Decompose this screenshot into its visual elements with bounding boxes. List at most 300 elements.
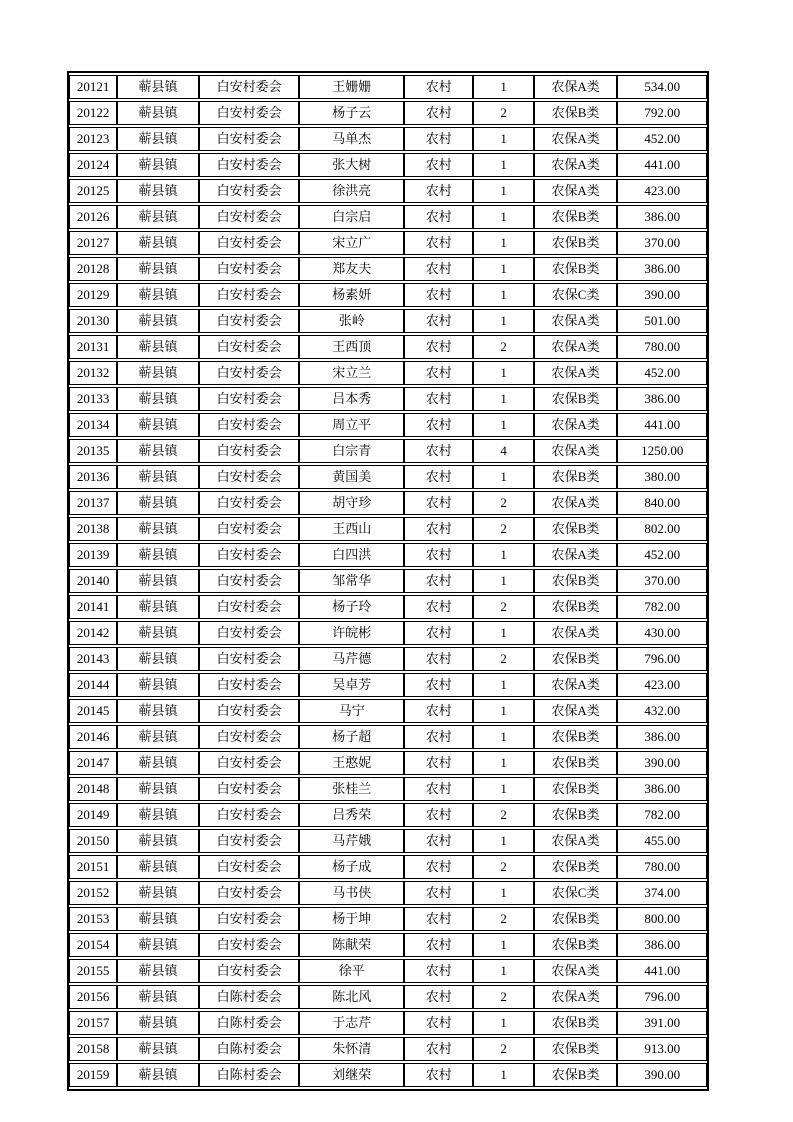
- cell-village: 白安村委会: [199, 595, 300, 619]
- cell-town: 蕲县镇: [117, 829, 199, 853]
- cell-name: 马宁: [299, 699, 404, 723]
- cell-type: 农保B类: [534, 751, 618, 775]
- cell-category: 农村: [404, 465, 473, 489]
- cell-persons: 1: [473, 231, 533, 255]
- cell-type: 农保B类: [534, 257, 618, 281]
- cell-id: 20137: [69, 491, 117, 515]
- cell-village: 白安村委会: [199, 283, 300, 307]
- cell-town: 蕲县镇: [117, 1037, 199, 1061]
- cell-amount: 430.00: [617, 621, 707, 645]
- cell-name: 郑友夫: [299, 257, 404, 281]
- cell-category: 农村: [404, 491, 473, 515]
- cell-amount: 386.00: [617, 387, 707, 411]
- table-row: [69, 725, 707, 749]
- cell-village: 白安村委会: [199, 491, 300, 515]
- cell-id: 20134: [69, 413, 117, 437]
- cell-persons: 1: [473, 309, 533, 333]
- cell-town: 蕲县镇: [117, 101, 199, 125]
- table-row: [69, 803, 707, 827]
- table-row: [69, 907, 707, 931]
- cell-type: 农保B类: [534, 1063, 618, 1087]
- cell-amount: 432.00: [617, 699, 707, 723]
- cell-town: 蕲县镇: [117, 777, 199, 801]
- cell-name: 徐平: [299, 959, 404, 983]
- cell-town: 蕲县镇: [117, 985, 199, 1009]
- cell-amount: 452.00: [617, 361, 707, 385]
- cell-village: 白安村委会: [199, 465, 300, 489]
- cell-id: 20131: [69, 335, 117, 359]
- cell-category: 农村: [404, 335, 473, 359]
- cell-category: 农村: [404, 803, 473, 827]
- cell-category: 农村: [404, 1063, 473, 1087]
- cell-name: 许皖彬: [299, 621, 404, 645]
- table-row: [69, 647, 707, 671]
- cell-category: 农村: [404, 907, 473, 931]
- cell-id: 20149: [69, 803, 117, 827]
- cell-type: 农保B类: [534, 569, 618, 593]
- cell-town: 蕲县镇: [117, 361, 199, 385]
- cell-persons: 1: [473, 673, 533, 697]
- cell-type: 农保B类: [534, 595, 618, 619]
- cell-village: 白安村委会: [199, 699, 300, 723]
- cell-persons: 2: [473, 101, 533, 125]
- cell-village: 白安村委会: [199, 543, 300, 567]
- cell-name: 刘继荣: [299, 1063, 404, 1087]
- cell-village: 白安村委会: [199, 101, 300, 125]
- cell-amount: 840.00: [617, 491, 707, 515]
- cell-town: 蕲县镇: [117, 465, 199, 489]
- table-row: [69, 1037, 707, 1061]
- cell-amount: 386.00: [617, 725, 707, 749]
- table-row: [69, 257, 707, 281]
- cell-persons: 1: [473, 959, 533, 983]
- cell-amount: 782.00: [617, 595, 707, 619]
- cell-type: 农保B类: [534, 387, 618, 411]
- cell-persons: 2: [473, 1037, 533, 1061]
- cell-name: 杨子成: [299, 855, 404, 879]
- cell-name: 杨子超: [299, 725, 404, 749]
- cell-id: 20140: [69, 569, 117, 593]
- cell-town: 蕲县镇: [117, 179, 199, 203]
- cell-category: 农村: [404, 361, 473, 385]
- cell-town: 蕲县镇: [117, 257, 199, 281]
- table-row: [69, 855, 707, 879]
- cell-name: 吕本秀: [299, 387, 404, 411]
- cell-id: 20138: [69, 517, 117, 541]
- cell-id: 20141: [69, 595, 117, 619]
- cell-name: 张大树: [299, 153, 404, 177]
- cell-category: 农村: [404, 283, 473, 307]
- table-row: [69, 673, 707, 697]
- cell-name: 杨子玲: [299, 595, 404, 619]
- cell-persons: 1: [473, 725, 533, 749]
- cell-village: 白安村委会: [199, 75, 300, 99]
- cell-type: 农保A类: [534, 543, 618, 567]
- table-row: [69, 361, 707, 385]
- cell-amount: 452.00: [617, 543, 707, 567]
- cell-village: 白陈村委会: [199, 1063, 300, 1087]
- cell-type: 农保B类: [534, 1011, 618, 1035]
- cell-type: 农保A类: [534, 335, 618, 359]
- cell-persons: 1: [473, 127, 533, 151]
- cell-village: 白安村委会: [199, 855, 300, 879]
- cell-persons: 1: [473, 751, 533, 775]
- cell-category: 农村: [404, 647, 473, 671]
- cell-category: 农村: [404, 101, 473, 125]
- cell-id: 20123: [69, 127, 117, 151]
- cell-persons: 1: [473, 413, 533, 437]
- cell-village: 白安村委会: [199, 361, 300, 385]
- cell-id: 20155: [69, 959, 117, 983]
- cell-id: 20125: [69, 179, 117, 203]
- cell-town: 蕲县镇: [117, 803, 199, 827]
- cell-category: 农村: [404, 153, 473, 177]
- cell-id: 20144: [69, 673, 117, 697]
- cell-category: 农村: [404, 1037, 473, 1061]
- cell-type: 农保A类: [534, 439, 618, 463]
- cell-persons: 1: [473, 1011, 533, 1035]
- cell-name: 王憨妮: [299, 751, 404, 775]
- cell-amount: 423.00: [617, 673, 707, 697]
- cell-id: 20122: [69, 101, 117, 125]
- cell-amount: 370.00: [617, 569, 707, 593]
- cell-persons: 2: [473, 985, 533, 1009]
- cell-village: 白陈村委会: [199, 1011, 300, 1035]
- cell-type: 农保C类: [534, 283, 618, 307]
- cell-category: 农村: [404, 595, 473, 619]
- cell-type: 农保A类: [534, 491, 618, 515]
- cell-name: 朱怀清: [299, 1037, 404, 1061]
- cell-name: 马芹娥: [299, 829, 404, 853]
- cell-persons: 1: [473, 829, 533, 853]
- cell-id: 20139: [69, 543, 117, 567]
- cell-type: 农保B类: [534, 907, 618, 931]
- table-row: [69, 127, 707, 151]
- cell-amount: 780.00: [617, 855, 707, 879]
- cell-category: 农村: [404, 881, 473, 905]
- cell-name: 张岭: [299, 309, 404, 333]
- cell-category: 农村: [404, 959, 473, 983]
- cell-persons: 1: [473, 777, 533, 801]
- cell-type: 农保A类: [534, 179, 618, 203]
- table-row: [69, 881, 707, 905]
- cell-category: 农村: [404, 543, 473, 567]
- cell-id: 20133: [69, 387, 117, 411]
- cell-category: 农村: [404, 127, 473, 151]
- cell-town: 蕲县镇: [117, 907, 199, 931]
- cell-town: 蕲县镇: [117, 543, 199, 567]
- cell-town: 蕲县镇: [117, 751, 199, 775]
- cell-village: 白安村委会: [199, 647, 300, 671]
- cell-town: 蕲县镇: [117, 517, 199, 541]
- table-row: [69, 387, 707, 411]
- cell-id: 20150: [69, 829, 117, 853]
- cell-id: 20156: [69, 985, 117, 1009]
- cell-village: 白安村委会: [199, 387, 300, 411]
- cell-village: 白安村委会: [199, 127, 300, 151]
- cell-persons: 1: [473, 621, 533, 645]
- cell-town: 蕲县镇: [117, 127, 199, 151]
- cell-village: 白安村委会: [199, 803, 300, 827]
- cell-id: 20136: [69, 465, 117, 489]
- table-row: [69, 569, 707, 593]
- cell-persons: 2: [473, 517, 533, 541]
- table-row: [69, 231, 707, 255]
- cell-amount: 501.00: [617, 309, 707, 333]
- cell-amount: 441.00: [617, 959, 707, 983]
- cell-town: 蕲县镇: [117, 153, 199, 177]
- cell-amount: 391.00: [617, 1011, 707, 1035]
- cell-type: 农保A类: [534, 829, 618, 853]
- cell-amount: 796.00: [617, 985, 707, 1009]
- cell-name: 马单杰: [299, 127, 404, 151]
- cell-category: 农村: [404, 413, 473, 437]
- cell-amount: 1250.00: [617, 439, 707, 463]
- cell-persons: 1: [473, 1063, 533, 1087]
- cell-category: 农村: [404, 517, 473, 541]
- cell-type: 农保A类: [534, 699, 618, 723]
- cell-type: 农保B类: [534, 855, 618, 879]
- cell-village: 白安村委会: [199, 933, 300, 957]
- cell-village: 白安村委会: [199, 309, 300, 333]
- cell-amount: 441.00: [617, 413, 707, 437]
- cell-amount: 534.00: [617, 75, 707, 99]
- cell-name: 陈北风: [299, 985, 404, 1009]
- cell-persons: 1: [473, 933, 533, 957]
- cell-category: 农村: [404, 673, 473, 697]
- table-row: [69, 543, 707, 567]
- cell-type: 农保B类: [534, 647, 618, 671]
- cell-category: 农村: [404, 569, 473, 593]
- table-row: [69, 491, 707, 515]
- cell-village: 白安村委会: [199, 413, 300, 437]
- table-row: [69, 959, 707, 983]
- cell-amount: 390.00: [617, 751, 707, 775]
- cell-name: 黄国美: [299, 465, 404, 489]
- cell-id: 20154: [69, 933, 117, 957]
- cell-id: 20143: [69, 647, 117, 671]
- cell-village: 白安村委会: [199, 439, 300, 463]
- cell-id: 20148: [69, 777, 117, 801]
- cell-id: 20121: [69, 75, 117, 99]
- cell-category: 农村: [404, 777, 473, 801]
- cell-name: 马芹德: [299, 647, 404, 671]
- cell-category: 农村: [404, 621, 473, 645]
- table-row: [69, 179, 707, 203]
- cell-persons: 1: [473, 699, 533, 723]
- table-row: [69, 777, 707, 801]
- cell-type: 农保A类: [534, 985, 618, 1009]
- cell-persons: 1: [473, 543, 533, 567]
- benefits-roster-table: [67, 71, 709, 1091]
- cell-persons: 4: [473, 439, 533, 463]
- cell-id: 20128: [69, 257, 117, 281]
- cell-amount: 792.00: [617, 101, 707, 125]
- cell-name: 杨素妍: [299, 283, 404, 307]
- table-row: [69, 75, 707, 99]
- cell-town: 蕲县镇: [117, 309, 199, 333]
- cell-name: 宋立兰: [299, 361, 404, 385]
- cell-type: 农保A类: [534, 959, 618, 983]
- cell-name: 马书侠: [299, 881, 404, 905]
- cell-name: 宋立广: [299, 231, 404, 255]
- cell-id: 20147: [69, 751, 117, 775]
- cell-village: 白安村委会: [199, 777, 300, 801]
- cell-name: 王姗姗: [299, 75, 404, 99]
- table-row: [69, 1011, 707, 1035]
- cell-village: 白安村委会: [199, 751, 300, 775]
- cell-town: 蕲县镇: [117, 439, 199, 463]
- cell-id: 20152: [69, 881, 117, 905]
- cell-id: 20158: [69, 1037, 117, 1061]
- cell-amount: 913.00: [617, 1037, 707, 1061]
- cell-persons: 2: [473, 491, 533, 515]
- cell-category: 农村: [404, 387, 473, 411]
- cell-id: 20132: [69, 361, 117, 385]
- cell-town: 蕲县镇: [117, 283, 199, 307]
- cell-town: 蕲县镇: [117, 933, 199, 957]
- cell-amount: 380.00: [617, 465, 707, 489]
- cell-village: 白安村委会: [199, 231, 300, 255]
- cell-type: 农保B类: [534, 205, 618, 229]
- table-row: [69, 283, 707, 307]
- cell-persons: 1: [473, 257, 533, 281]
- cell-village: 白陈村委会: [199, 1037, 300, 1061]
- cell-town: 蕲县镇: [117, 699, 199, 723]
- cell-village: 白安村委会: [199, 725, 300, 749]
- cell-type: 农保B类: [534, 725, 618, 749]
- cell-name: 邹常华: [299, 569, 404, 593]
- table-row: [69, 517, 707, 541]
- table-row: [69, 751, 707, 775]
- cell-amount: 390.00: [617, 283, 707, 307]
- cell-type: 农保A类: [534, 75, 618, 99]
- cell-amount: 796.00: [617, 647, 707, 671]
- table-row: [69, 621, 707, 645]
- table-row: [69, 1063, 707, 1087]
- cell-category: 农村: [404, 725, 473, 749]
- cell-persons: 2: [473, 803, 533, 827]
- cell-type: 农保A类: [534, 621, 618, 645]
- cell-type: 农保B类: [534, 517, 618, 541]
- cell-name: 杨子云: [299, 101, 404, 125]
- cell-persons: 1: [473, 205, 533, 229]
- cell-town: 蕲县镇: [117, 725, 199, 749]
- cell-type: 农保A类: [534, 673, 618, 697]
- table-row: [69, 595, 707, 619]
- cell-name: 胡守珍: [299, 491, 404, 515]
- cell-amount: 802.00: [617, 517, 707, 541]
- cell-type: 农保B类: [534, 803, 618, 827]
- cell-name: 吕秀荣: [299, 803, 404, 827]
- table-row: [69, 933, 707, 957]
- cell-type: 农保B类: [534, 1037, 618, 1061]
- cell-name: 白宗青: [299, 439, 404, 463]
- table-row: [69, 829, 707, 853]
- cell-town: 蕲县镇: [117, 491, 199, 515]
- cell-amount: 800.00: [617, 907, 707, 931]
- cell-id: 20159: [69, 1063, 117, 1087]
- cell-category: 农村: [404, 829, 473, 853]
- cell-village: 白安村委会: [199, 673, 300, 697]
- table-row: [69, 985, 707, 1009]
- cell-type: 农保A类: [534, 361, 618, 385]
- cell-category: 农村: [404, 751, 473, 775]
- cell-category: 农村: [404, 439, 473, 463]
- cell-town: 蕲县镇: [117, 647, 199, 671]
- cell-persons: 1: [473, 75, 533, 99]
- cell-name: 徐洪亮: [299, 179, 404, 203]
- cell-persons: 1: [473, 465, 533, 489]
- cell-id: 20127: [69, 231, 117, 255]
- cell-type: 农保A类: [534, 127, 618, 151]
- cell-id: 20142: [69, 621, 117, 645]
- cell-name: 白四洪: [299, 543, 404, 567]
- cell-id: 20124: [69, 153, 117, 177]
- cell-town: 蕲县镇: [117, 959, 199, 983]
- cell-persons: 1: [473, 153, 533, 177]
- cell-category: 农村: [404, 1011, 473, 1035]
- cell-type: 农保B类: [534, 465, 618, 489]
- cell-amount: 423.00: [617, 179, 707, 203]
- cell-id: 20129: [69, 283, 117, 307]
- cell-category: 农村: [404, 933, 473, 957]
- cell-category: 农村: [404, 309, 473, 333]
- cell-category: 农村: [404, 205, 473, 229]
- cell-town: 蕲县镇: [117, 621, 199, 645]
- cell-town: 蕲县镇: [117, 881, 199, 905]
- table-row: [69, 153, 707, 177]
- cell-town: 蕲县镇: [117, 231, 199, 255]
- cell-town: 蕲县镇: [117, 413, 199, 437]
- table-row: [69, 309, 707, 333]
- table-row: [69, 101, 707, 125]
- cell-id: 20130: [69, 309, 117, 333]
- table-row: [69, 439, 707, 463]
- table-row: [69, 465, 707, 489]
- cell-id: 20151: [69, 855, 117, 879]
- cell-village: 白安村委会: [199, 569, 300, 593]
- cell-amount: 386.00: [617, 205, 707, 229]
- cell-amount: 386.00: [617, 777, 707, 801]
- cell-id: 20126: [69, 205, 117, 229]
- cell-persons: 1: [473, 387, 533, 411]
- cell-village: 白安村委会: [199, 517, 300, 541]
- cell-type: 农保B类: [534, 933, 618, 957]
- cell-category: 农村: [404, 75, 473, 99]
- cell-town: 蕲县镇: [117, 335, 199, 359]
- cell-id: 20146: [69, 725, 117, 749]
- cell-village: 白安村委会: [199, 153, 300, 177]
- cell-village: 白安村委会: [199, 959, 300, 983]
- cell-category: 农村: [404, 699, 473, 723]
- cell-persons: 2: [473, 907, 533, 931]
- table-row: [69, 335, 707, 359]
- cell-amount: 390.00: [617, 1063, 707, 1087]
- cell-id: 20157: [69, 1011, 117, 1035]
- cell-village: 白安村委会: [199, 257, 300, 281]
- cell-village: 白陈村委会: [199, 985, 300, 1009]
- cell-type: 农保B类: [534, 777, 618, 801]
- cell-category: 农村: [404, 985, 473, 1009]
- cell-village: 白安村委会: [199, 335, 300, 359]
- cell-town: 蕲县镇: [117, 205, 199, 229]
- cell-town: 蕲县镇: [117, 595, 199, 619]
- cell-village: 白安村委会: [199, 881, 300, 905]
- cell-type: 农保B类: [534, 231, 618, 255]
- cell-village: 白安村委会: [199, 179, 300, 203]
- cell-persons: 1: [473, 361, 533, 385]
